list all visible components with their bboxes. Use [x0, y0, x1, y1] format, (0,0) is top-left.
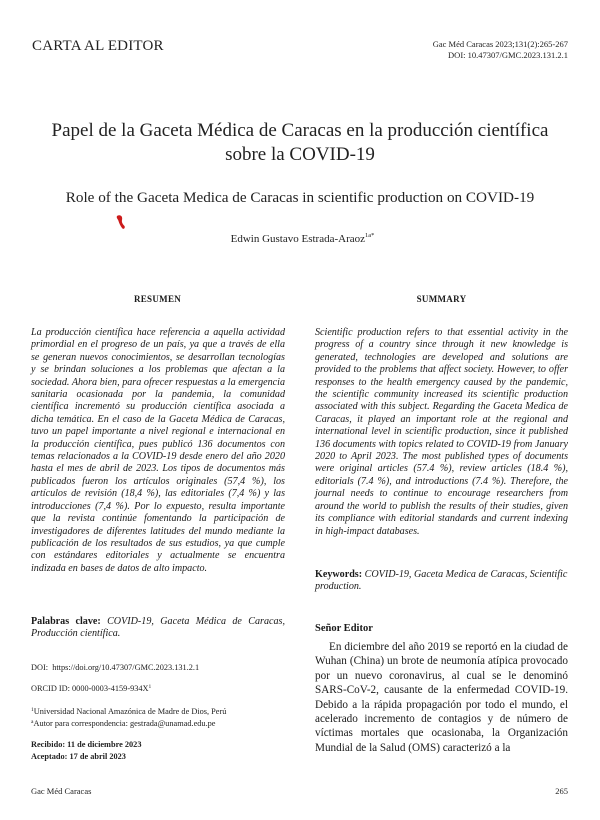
- doi-link[interactable]: https://doi.org/10.47307/GMC.2023.131.2.1: [52, 663, 200, 672]
- footer-journal: Gac Méd Caracas: [31, 786, 92, 796]
- affiliation-block: [31, 705, 226, 729]
- citation-block: [433, 39, 568, 60]
- corresponding-text: Autor para correspondencia: gestrada@unamad.edu.pe: [33, 719, 216, 728]
- author-affiliation-mark: 1a*: [365, 232, 375, 239]
- resumen-keywords: [31, 616, 285, 641]
- orcid-row: [31, 684, 151, 693]
- orcid-sup: 1: [148, 684, 152, 690]
- keywords-text: COVID-19, Gaceta Medica de Caracas, Scientific production.: [315, 569, 568, 593]
- affiliation-sup: 1: [31, 707, 34, 713]
- doi-line: DOI: 10.47307/GMC.2023.131.2.1: [448, 49, 568, 60]
- corresponding-sup: a: [31, 719, 34, 725]
- resumen-heading: RESUMEN: [133, 294, 182, 304]
- letter-salutation: Señor Editor: [315, 623, 373, 634]
- resumen-text: La producción científica hace referencia a aquella actividad primordial en el progreso de un país, ya que a través de ella se generan nuevos conocimientos, se desarrollan tecnologías y se brindan soluciones a los problemas que afectan a la sociedad. Ahora bien, para ofrecer respuestas a la emergencia sanitaria ocasionada por la pandemia, la comunidad científica incrementó su producción científica asociada a dicha temática. En el caso de la Gaceta Médica de Caracas, tuvo un papel importante a nivel regional e internacional en la producción científica, pues publicó 136 documentos con temas relacionados a la COVID-19 desde enero del año 2020 hasta el mes de abril de 2023. Los tipos de documentos más publicados fueron los artículos originales (57,4 %), los artículos de revisión (18,4 %), las editoriales (7,4 %) y las introducciones (7,4 %). Por lo expuesto, resulta importante que la revista continúe fomentando la participación de investigadores de diferentes latitudes del mundo mediante la publicación de los resultados de sus estudios, ya que cumple con estándares editoriales y actualmente se encuentra indizada en bases de datos de alto impacto.: [31, 327, 285, 574]
- summary-text: Scientific production refers to that essential activity in the progress of a country since through it new knowledge is generated, technologies are developed and solutions are provided to the problems that affect society. However, to offer responses to the health emergency caused by the pandemic, the scientific community increased its scientific production associated with this subject. Regarding the Gaceta Medica de Caracas, it played an important role at the regional and international level in scientific production, since it published 136 documents with topics related to COVID-19 from January 2020 to April 2023. The most published types of documents were original articles (57.4 %), review articles (18.4 %), editorials (7.4 %), and introductions (7.4 %). Therefore, the journal needs to continue to encourage researchers from around the world to publish the results of their studies, given its compliance with editorial standards and current indexing in high-impact databases.: [315, 327, 568, 537]
- palabras-clave-label: Palabras clave:: [31, 616, 101, 627]
- title-spanish: Papel de la Gaceta Médica de Caracas en la producción científica sobre la COVID-19: [51, 120, 549, 165]
- citation-line: Gac Méd Caracas 2023;131(2):265-267: [432, 39, 568, 49]
- affiliation-text: Universidad Nacional Amazónica de Madre de Dios, Perú: [33, 707, 227, 716]
- palabras-clave-text: COVID-19, Gaceta Médica de Caracas, Producción científica.: [31, 616, 285, 640]
- orcid-mark-icon: [114, 213, 128, 233]
- accepted-date: Aceptado: 17 de abril 2023: [31, 751, 126, 761]
- author-line: [40, 232, 565, 245]
- section-label: CARTA AL EDITOR: [32, 38, 164, 54]
- keywords-label: Keywords:: [315, 569, 363, 580]
- author-name[interactable]: Edwin Gustavo Estrada-Araoz: [230, 233, 365, 245]
- affiliation-line: [31, 705, 226, 717]
- received-date: Recibido: 11 de diciembre 2023: [31, 740, 142, 749]
- dates-block: [31, 739, 141, 762]
- doi-label: DOI:: [31, 663, 49, 672]
- orcid-id[interactable]: ORCID ID: 0000-0003-4159-934X: [31, 684, 149, 693]
- title-english: Role of the Gaceta Medica de Caracas in scientific production on COVID-19: [65, 189, 535, 206]
- corresponding-line: [31, 717, 226, 729]
- summary-keywords: [315, 569, 568, 594]
- summary-heading: SUMMARY: [416, 294, 467, 304]
- doi-row: [31, 663, 199, 672]
- letter-body: En diciembre del año 2019 se reportó en la ciudad de Wuhan (China) un brote de neumonía atípica provocado por un nuevo coronavirus, al cual se le denominó SARS-CoV-2, causante de la enfermedad COVID-19. Debido a la rápida propagación por todo el mundo, el acelerado incremento de contagios y de número de víctimas mortales que ocasionaba, la Organización Mundial de la Salud (OMS) caracterizó a la: [315, 641, 568, 754]
- page-number: 265: [555, 786, 568, 796]
